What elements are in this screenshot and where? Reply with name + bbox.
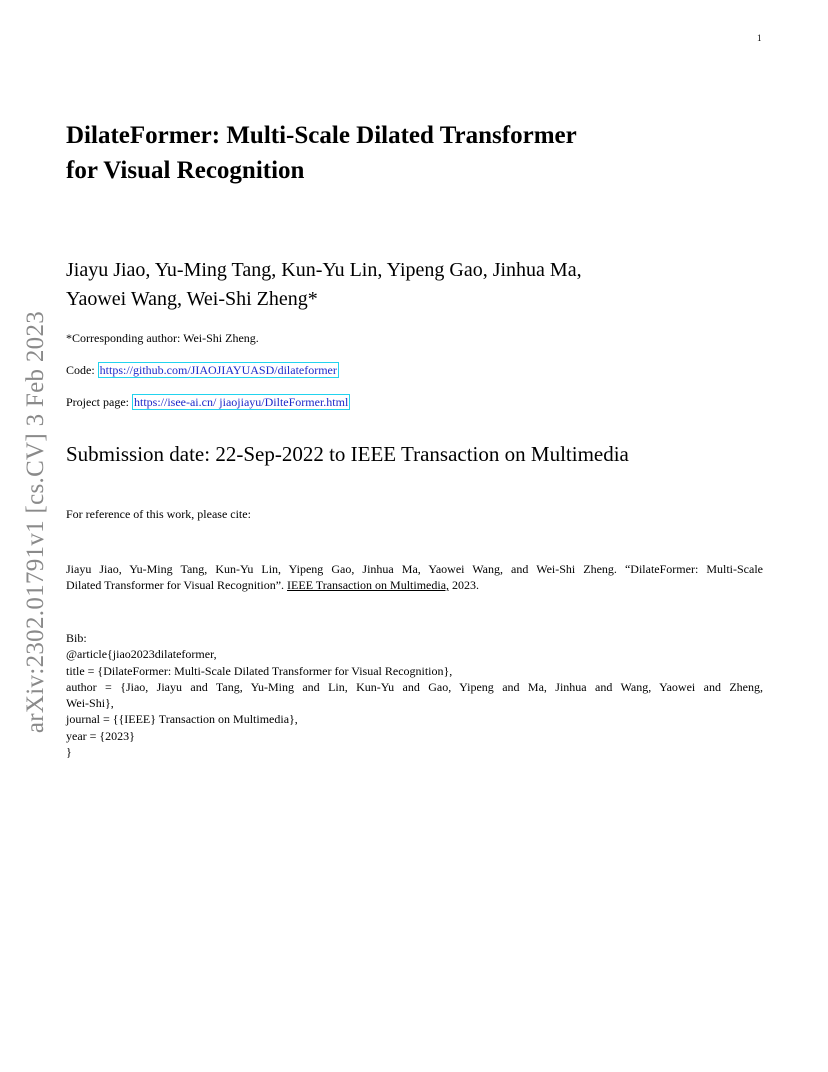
bib-line: Wei-Shi}, <box>66 696 114 711</box>
code-label: Code: <box>66 363 98 377</box>
paper-title <box>66 118 746 188</box>
bib-line: title = {DilateFormer: Multi-Scale Dilated Transformer for Visual Recognition}, <box>66 663 453 678</box>
bib-label: Bib: <box>66 631 87 645</box>
project-label: Project page: <box>66 395 132 409</box>
corresponding-author-note: *Corresponding author: Wei-Shi Zheng. <box>66 331 259 345</box>
bib-line: year = {2023} <box>66 728 135 743</box>
citation-title-end: Dilated Transformer for Visual Recognition”. <box>66 578 288 592</box>
citation-line-2 <box>66 577 763 593</box>
page-number: 1 <box>757 33 762 43</box>
project-page-line <box>66 395 350 410</box>
bib-line: author = {Jiao, Jiayu and Tang, Yu-Ming and Lin, Kun-Yu and Gao, Yipeng and Ma, Jinhua and Wang, Yaowei and Zheng, <box>66 679 763 694</box>
author-list <box>66 256 766 314</box>
bib-line: } <box>66 745 72 760</box>
title-line-2: for Visual Recognition <box>66 157 305 184</box>
citation-year: 2023. <box>449 578 480 592</box>
bib-line: @article{jiao2023dilateformer, <box>66 647 217 662</box>
citation-journal: IEEE Transaction on Multimedia, <box>287 578 450 592</box>
bibtex-block <box>66 630 763 760</box>
citation-text <box>66 561 763 593</box>
authors-line-1: Jiayu Jiao, Yu-Ming Tang, Kun-Yu Lin, Yipeng Gao, Jinhua Ma, <box>66 259 582 281</box>
cite-prompt: For reference of this work, please cite: <box>66 507 251 521</box>
arxiv-stamp-text: arXiv:2302.01791v1 [cs.CV] 3 Feb 2023 <box>22 310 49 734</box>
title-line-1: DilateFormer: Multi-Scale Dilated Transformer <box>66 122 577 149</box>
code-link[interactable]: https://github.com/JIAOJIAYUASD/dilateformer <box>99 363 337 377</box>
project-page-link[interactable]: https://isee-ai.cn/ jiaojiayu/DilteFormer.html <box>133 395 349 409</box>
bib-line: journal = {{IEEE} Transaction on Multimedia}, <box>66 712 298 727</box>
submission-date: Submission date: 22-Sep-2022 to IEEE Transaction on Multimedia <box>66 442 629 466</box>
authors-line-2: Yaowei Wang, Wei-Shi Zheng* <box>66 288 318 310</box>
code-line <box>66 363 339 378</box>
citation-line-1: Jiayu Jiao, Yu-Ming Tang, Kun-Yu Lin, Yipeng Gao, Jinhua Ma, Yaowei Wang, and Wei-Shi Zheng. “DilateFormer: Multi-Scale <box>66 562 763 576</box>
